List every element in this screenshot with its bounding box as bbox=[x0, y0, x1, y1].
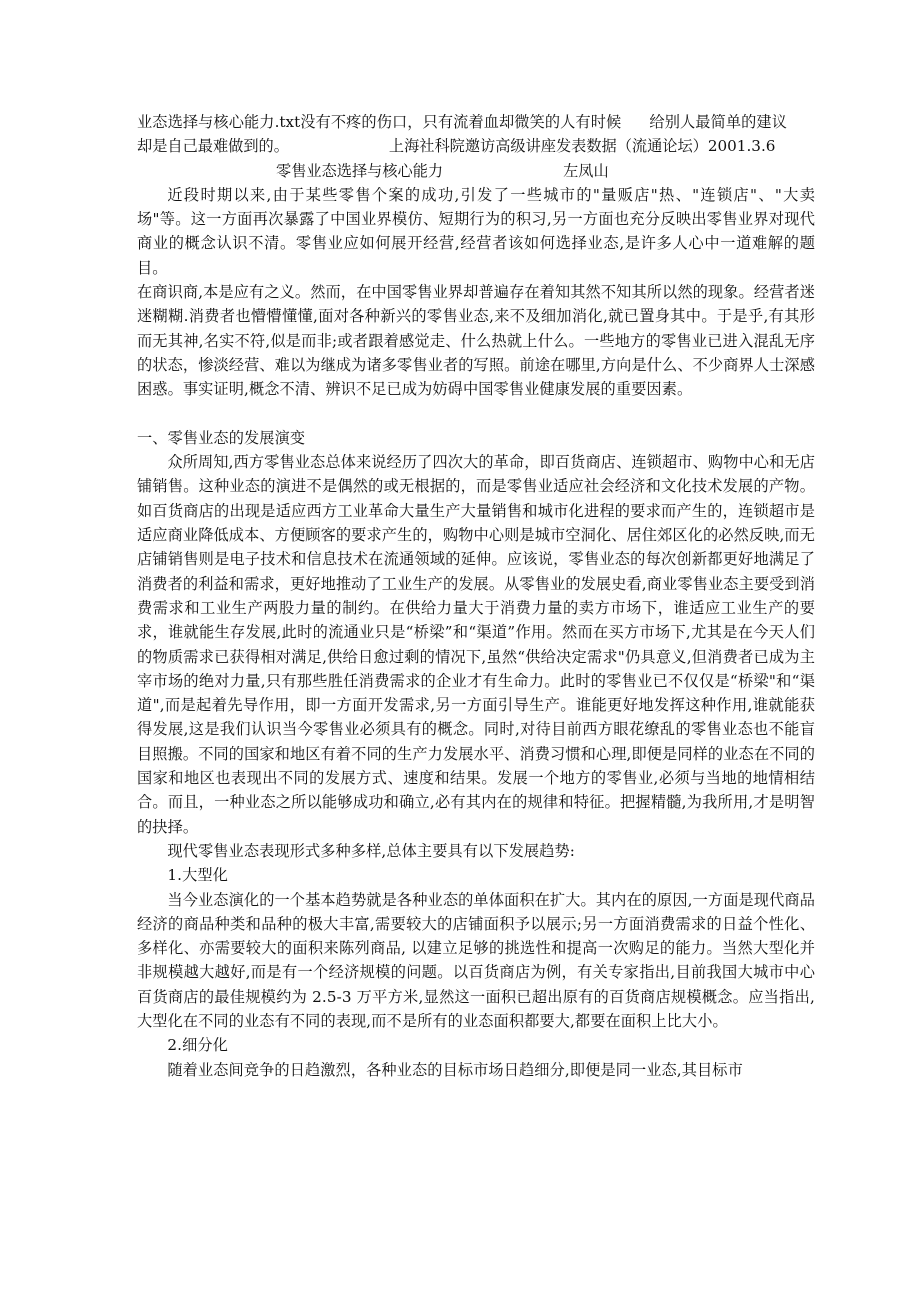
intro-paragraph-2: 在商识商,本是应有之义。然而，在中国零售业界却普遍存在着知其然不知其所以然的现象。经营者迷迷糊糊.消费者也懵懵懂懂,面对各种新兴的零售业态,来不及细加消化,就已置身其中。于是乎,有其形而无其神,名实不符,似是而非;或者跟着感觉走、什么热就上什么。一些地方的零售业已进入混乱无序的状态，惨淡经营、难以为继成为诸多零售业者的写照。前途在哪里,方向是什么、不少商界人士深感困惑。事实证明,概念不清、辨识不足已成为妨碍中国零售业健康发展的重要因素。 bbox=[137, 283, 815, 399]
trend-2-heading: 2.细分化 bbox=[167, 1036, 228, 1055]
section-1-paragraph-2: 现代零售业态表现形式多种多样,总体主要具有以下发展趋势: bbox=[167, 841, 576, 860]
article-title-line bbox=[137, 159, 815, 183]
intro-paragraph-1: 近段时期以来,由于某些零售个案的成功,引发了一些城市的"量贩店"热、"连锁店"、"大卖场"等。这一方面再次暴露了中国业界模仿、短期行为的积习,另一方面也充分反映出零售业界对现代商业的概念认识不清。零售业应如何展开经营,经营者该如何选择业态,是许多人心中一道难解的题目。 bbox=[137, 185, 815, 277]
header-quote-part1: 没有不疼的伤口，只有流着血却微笑的人有时候 bbox=[300, 113, 622, 131]
article-author: 左凤山 bbox=[563, 161, 609, 180]
section-1-heading: 一、零售业态的发展演变 bbox=[137, 428, 306, 447]
header-source: 上海社科院邀访高级讲座发表数据（流通论坛）2001.3.6 bbox=[388, 137, 776, 156]
header-filename: 业态选择与核心能力.txt bbox=[137, 113, 301, 131]
paragraph-gap bbox=[137, 402, 815, 426]
trend-1-heading: 1.大型化 bbox=[167, 866, 228, 885]
article-title: 零售业态选择与核心能力 bbox=[276, 161, 444, 180]
document-header bbox=[137, 110, 815, 159]
section-1-paragraph-1: 众所周知,西方零售业态总体来说经历了四次大的革命，即百货商店、连锁超市、购物中心和无店铺销售。这种业态的演进不是偶然的或无根据的，而是零售业适应社会经济和文化技术发展的产物。如百货商店的出现是适应西方工业革命大量生产大量销售和城市化进程的要求而产生的，连锁超市是适应商业降低成本、方便顾客的要求产生的，购物中心则是城市空洞化、居住郊区化的必然反映,而无店铺销售则是电子技术和信息技术在流通领域的延伸。应该说，零售业态的每次创新都更好地满足了消费者的利益和需求，更好地推动了工业生产的发展。从零售业的发展史看,商业零售业态主要受到消费需求和工业生产两股力量的制约。在供给力量大于消费力量的卖方市场下，谁适应工业生产的要求，谁就能生存发展,此时的流通业只是“桥梁”和“渠道”作用。然而在买方市场下,尤其是在今天人们的物质需求已获得相对满足,供给日愈过剩的情况下,虽然“供给决定需求"仍具意义,但消费者已成为主宰市场的绝对力量,只有那些胜任消费需求的企业才有生命力。此时的零售业已不仅仅是“桥梁"和“渠道",而是起着先导作用，即一方面开发需求,另一方面引导生产。谁能更好地发挥这种作用,谁就能获得发展,这是我们认识当今零售业必须具有的概念。同时,对待目前西方眼花缭乱的零售业态也不能盲目照搬。不同的国家和地区有着不同的生产力发展水平、消费习惯和心理,即便是同样的业态在不同的国家和地区也表现出不同的发展方式、速度和结果。发展一个地方的零售业,必须与当地的地情相结合。而且，一种业态之所以能够成功和确立,必有其内在的规律和特征。把握精髓,为我所用,才是明智的抉择。 bbox=[137, 453, 815, 836]
trend-2-text: 随着业态间竞争的日趋激烈，各种业态的目标市场日趋细分,即便是同一业态,其目标市 bbox=[167, 1060, 743, 1079]
trend-1-text: 当今业态演化的一个基本趋势就是各种业态的单体面积在扩大。其内在的原因,一方面是现代商品经济的商品种类和品种的极大丰富,需要较大的店铺面积予以展示;另一方面消费需求的日益个性化、多样化、亦需要较大的面积来陈列商品, 以建立足够的挑选性和提高一次购足的能力。当然大型化并非规模越大越好,而是有一个经济规模的问题。以百货商店为例，有关专家指出,目前我国大城市中心百货商店的最佳规模约为 2.5-3 万平方米,显然这一面积已超出原有的百货商店规模概念。应当指出,大型化在不同的业态有不同的表现,而不是所有的业态面积都要大,都要在面积上比大小。 bbox=[137, 890, 815, 1030]
header-quote-part3: 却是自己最难做到的。 bbox=[137, 137, 289, 156]
header-quote-part2: 给别人最简单的建议 bbox=[649, 113, 788, 131]
